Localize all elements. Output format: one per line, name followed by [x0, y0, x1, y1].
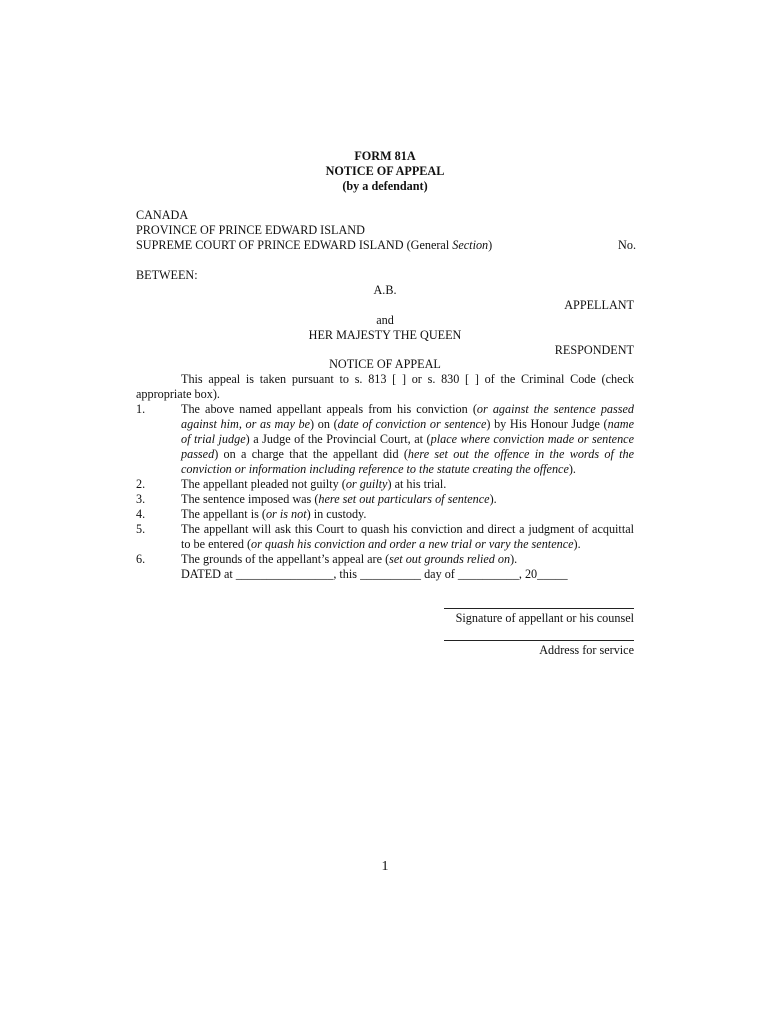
item-text: The above named appellant appeals from his conviction (	[181, 402, 477, 416]
item-placeholder-text: name of trial judge	[181, 417, 634, 446]
jurisdiction-block	[136, 208, 636, 253]
between-label: BETWEEN:	[136, 268, 198, 282]
item-number: 4.	[136, 507, 146, 521]
item-number: 5.	[136, 522, 146, 536]
item-text: The appellant is (	[181, 507, 266, 521]
respondent-name: HER MAJESTY THE QUEEN	[308, 328, 462, 342]
item-number: 3.	[136, 492, 146, 506]
list-item	[136, 402, 634, 477]
page-number: 1	[381, 859, 389, 874]
country: CANADA	[136, 208, 189, 222]
item-placeholder-text: or quash his conviction and order a new trial or vary the sentence	[251, 537, 574, 551]
province: PROVINCE OF PRINCE EDWARD ISLAND	[136, 223, 365, 237]
item-text: ) on a charge that the appellant did (	[214, 447, 408, 461]
item-number: 1.	[136, 402, 146, 416]
signature-line[interactable]	[444, 594, 634, 609]
appellant-role: APPELLANT	[564, 298, 634, 312]
item-text: ) on (	[310, 417, 338, 431]
list-item	[136, 507, 634, 522]
address-line[interactable]	[444, 626, 634, 641]
list-item	[136, 492, 634, 507]
item-text: The appellant pleaded not guilty (	[181, 477, 346, 491]
dated-line: DATED at ________________, this __________ day of __________, 20_____	[181, 567, 568, 581]
item-text: The appellant will ask this Court to quash his conviction and direct a judgment of acquittal to be entered (	[181, 522, 634, 551]
intro-paragraph: This appeal is taken pursuant to s. 813 [ ] or s. 830 [ ] of the Criminal Code (check appropriate box).	[136, 372, 634, 401]
notice-heading: NOTICE OF APPEAL	[329, 357, 441, 371]
list-item	[136, 477, 634, 492]
item-text: ).	[489, 492, 497, 506]
item-placeholder-text: here set out particulars of sentence	[318, 492, 490, 506]
item-text: The grounds of the appellant’s appeal are (	[181, 552, 390, 566]
list-item	[136, 552, 634, 567]
court-section: Section	[452, 238, 489, 252]
item-text: ).	[573, 537, 581, 551]
list-item	[136, 522, 634, 552]
item-text: ) a Judge of the Provincial Court, at (	[245, 432, 431, 446]
form-subtitle: NOTICE OF APPEAL	[325, 164, 445, 178]
file-number-label: No.	[618, 238, 636, 252]
court-line	[136, 238, 636, 253]
signature-block	[444, 594, 634, 658]
form-note: (by a defendant)	[342, 179, 428, 193]
signature-label: Signature of appellant or his counsel	[455, 611, 634, 625]
item-placeholder-text: or against the sentence passed against him, or as may be	[181, 402, 634, 431]
and-label: and	[376, 313, 394, 327]
item-text: ) at his trial.	[387, 477, 447, 491]
item-text: ) in custody.	[306, 507, 367, 521]
item-placeholder-text: date of conviction or sentence	[337, 417, 487, 431]
item-text: ).	[568, 462, 576, 476]
item-text: ) by His Honour Judge (	[486, 417, 608, 431]
item-number: 2.	[136, 477, 146, 491]
form-header	[0, 149, 770, 194]
court-suffix: )	[488, 238, 493, 252]
notice-body	[136, 372, 634, 582]
item-text: ).	[510, 552, 518, 566]
respondent-role: RESPONDENT	[554, 343, 634, 357]
item-text: The sentence imposed was (	[181, 492, 319, 506]
item-placeholder-text: here set out the offence in the words of the conviction or information including reference to the statute creating the offence	[181, 447, 635, 476]
court-name: SUPREME COURT OF PRINCE EDWARD ISLAND (General	[136, 238, 453, 252]
item-placeholder-text: set out grounds relied on	[389, 552, 511, 566]
item-placeholder-text: or is not	[265, 507, 307, 521]
item-placeholder-text: or guilty	[345, 477, 388, 491]
item-placeholder-text: place where conviction made or sentence passed	[181, 432, 634, 461]
item-number: 6.	[136, 552, 146, 566]
form-title: FORM 81A	[354, 149, 416, 163]
address-label: Address for service	[539, 643, 634, 657]
appellant-name: A.B.	[373, 283, 397, 297]
numbered-items	[136, 402, 634, 567]
